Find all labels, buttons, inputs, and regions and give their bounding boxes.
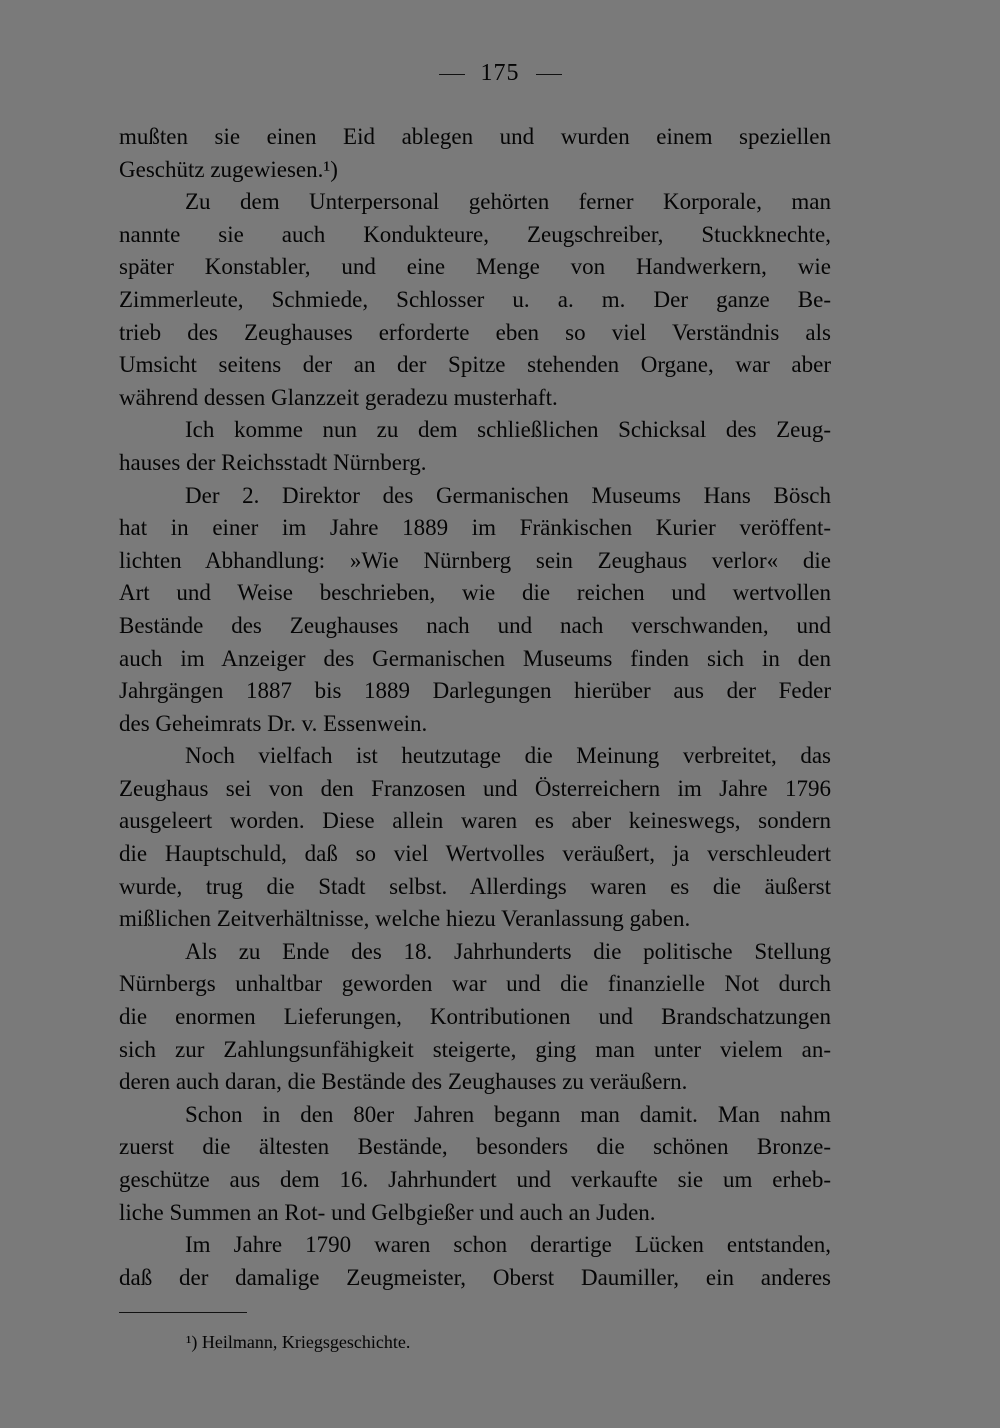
text-line: Jahrgängen 1887 bis 1889 Darlegungen hierüber aus der Feder bbox=[119, 678, 831, 704]
text-line: Nürnbergs unhaltbar geworden war und die finanzielle Not durch bbox=[119, 971, 831, 997]
paragraph bbox=[119, 936, 831, 1099]
text-line: später Konstabler, und eine Menge von Handwerkern, wie bbox=[119, 254, 831, 280]
paragraph bbox=[119, 121, 831, 186]
text-line: zuerst die ältesten Bestände, besonders die schönen Bronze- bbox=[119, 1134, 831, 1160]
text-line: lichten Abhandlung: »Wie Nürnberg sein Zeughaus verlor« die bbox=[119, 547, 831, 573]
paragraph bbox=[119, 186, 831, 414]
footnote-rule bbox=[119, 1312, 247, 1313]
body-text bbox=[119, 121, 831, 1294]
text-line: Noch vielfach ist heutzutage die Meinung verbreitet, das bbox=[185, 743, 831, 769]
text-line: wurde, trug die Stadt selbst. Allerdings waren es die äußerst bbox=[119, 873, 831, 899]
text-line: Als zu Ende des 18. Jahrhunderts die politische Stellung bbox=[185, 938, 831, 964]
text-line: Schon in den 80er Jahren begann man damit. Man nahm bbox=[185, 1101, 831, 1127]
text-line: Zeughaus sei von den Franzosen und Österreichern im Jahre 1796 bbox=[119, 775, 831, 801]
paragraph bbox=[119, 414, 831, 479]
header-dash-right bbox=[536, 74, 562, 75]
paragraph bbox=[119, 480, 831, 741]
text-line: Geschütz zugewiesen.¹) bbox=[119, 156, 338, 182]
text-line: deren auch daran, die Bestände des Zeughauses zu veräußern. bbox=[119, 1069, 688, 1095]
header-dash-left bbox=[439, 74, 465, 75]
page-number: 175 bbox=[480, 60, 520, 86]
text-line: nannte sie auch Kondukteure, Zeugschreiber, Stuckknechte, bbox=[119, 221, 831, 247]
paragraph bbox=[119, 1229, 831, 1294]
text-line: hat in einer im Jahre 1889 im Fränkischen Kurier veröffent- bbox=[119, 515, 831, 541]
text-line: Ich komme nun zu dem schließlichen Schicksal des Zeug- bbox=[185, 417, 831, 443]
page-header bbox=[0, 60, 1000, 87]
text-line: geschütze aus dem 16. Jahrhundert und verkaufte sie um erheb- bbox=[119, 1167, 831, 1192]
footnote: ¹) Heilmann, Kriegsgeschichte. bbox=[186, 1332, 411, 1352]
text-line: daß der damalige Zeugmeister, Oberst Daumiller, ein anderes bbox=[119, 1264, 831, 1290]
text-line: hauses der Reichsstadt Nürnberg. bbox=[119, 449, 427, 475]
text-line: trieb des Zeughauses erforderte eben so viel Verständnis als bbox=[119, 319, 831, 345]
text-line: liche Summen an Rot- und Gelbgießer und auch an Juden. bbox=[119, 1199, 656, 1225]
text-line: Bestände des Zeughauses nach und nach verschwanden, und bbox=[119, 612, 831, 638]
paragraph bbox=[119, 1099, 831, 1229]
text-line: während dessen Glanzzeit geradezu musterhaft. bbox=[119, 384, 558, 410]
paragraph bbox=[119, 740, 831, 936]
text-line: mißlichen Zeitverhältnisse, welche hiezu Veranlassung gaben. bbox=[119, 906, 691, 932]
text-line: sich zur Zahlungsunfähigkeit steigerte, ging man unter vielem an- bbox=[119, 1036, 831, 1062]
text-line: Der 2. Direktor des Germanischen Museums Hans Bösch bbox=[185, 482, 831, 508]
text-line: Zu dem Unterpersonal gehörten ferner Korporale, man bbox=[185, 189, 831, 215]
text-line: Zimmerleute, Schmiede, Schlosser u. a. m. Der ganze Be- bbox=[119, 286, 831, 312]
text-line: des Geheimrats Dr. v. Essenwein. bbox=[119, 710, 428, 736]
text-line: Art und Weise beschrieben, wie die reichen und wertvollen bbox=[119, 580, 831, 606]
text-line: Im Jahre 1790 waren schon derartige Lücken entstanden, bbox=[185, 1232, 831, 1258]
text-line: mußten sie einen Eid ablegen und wurden einem speziellen bbox=[119, 124, 831, 149]
text-line: Umsicht seitens der an der Spitze stehenden Organe, war aber bbox=[119, 352, 831, 378]
text-line: die Hauptschuld, daß so viel Wertvolles veräußert, ja verschleudert bbox=[119, 841, 831, 867]
text-line: auch im Anzeiger des Germanischen Museums finden sich in den bbox=[119, 645, 831, 671]
text-line: die enormen Lieferungen, Kontributionen und Brandschatzungen bbox=[119, 1004, 831, 1030]
text-line: ausgeleert worden. Diese allein waren es aber keineswegs, sondern bbox=[119, 808, 831, 834]
